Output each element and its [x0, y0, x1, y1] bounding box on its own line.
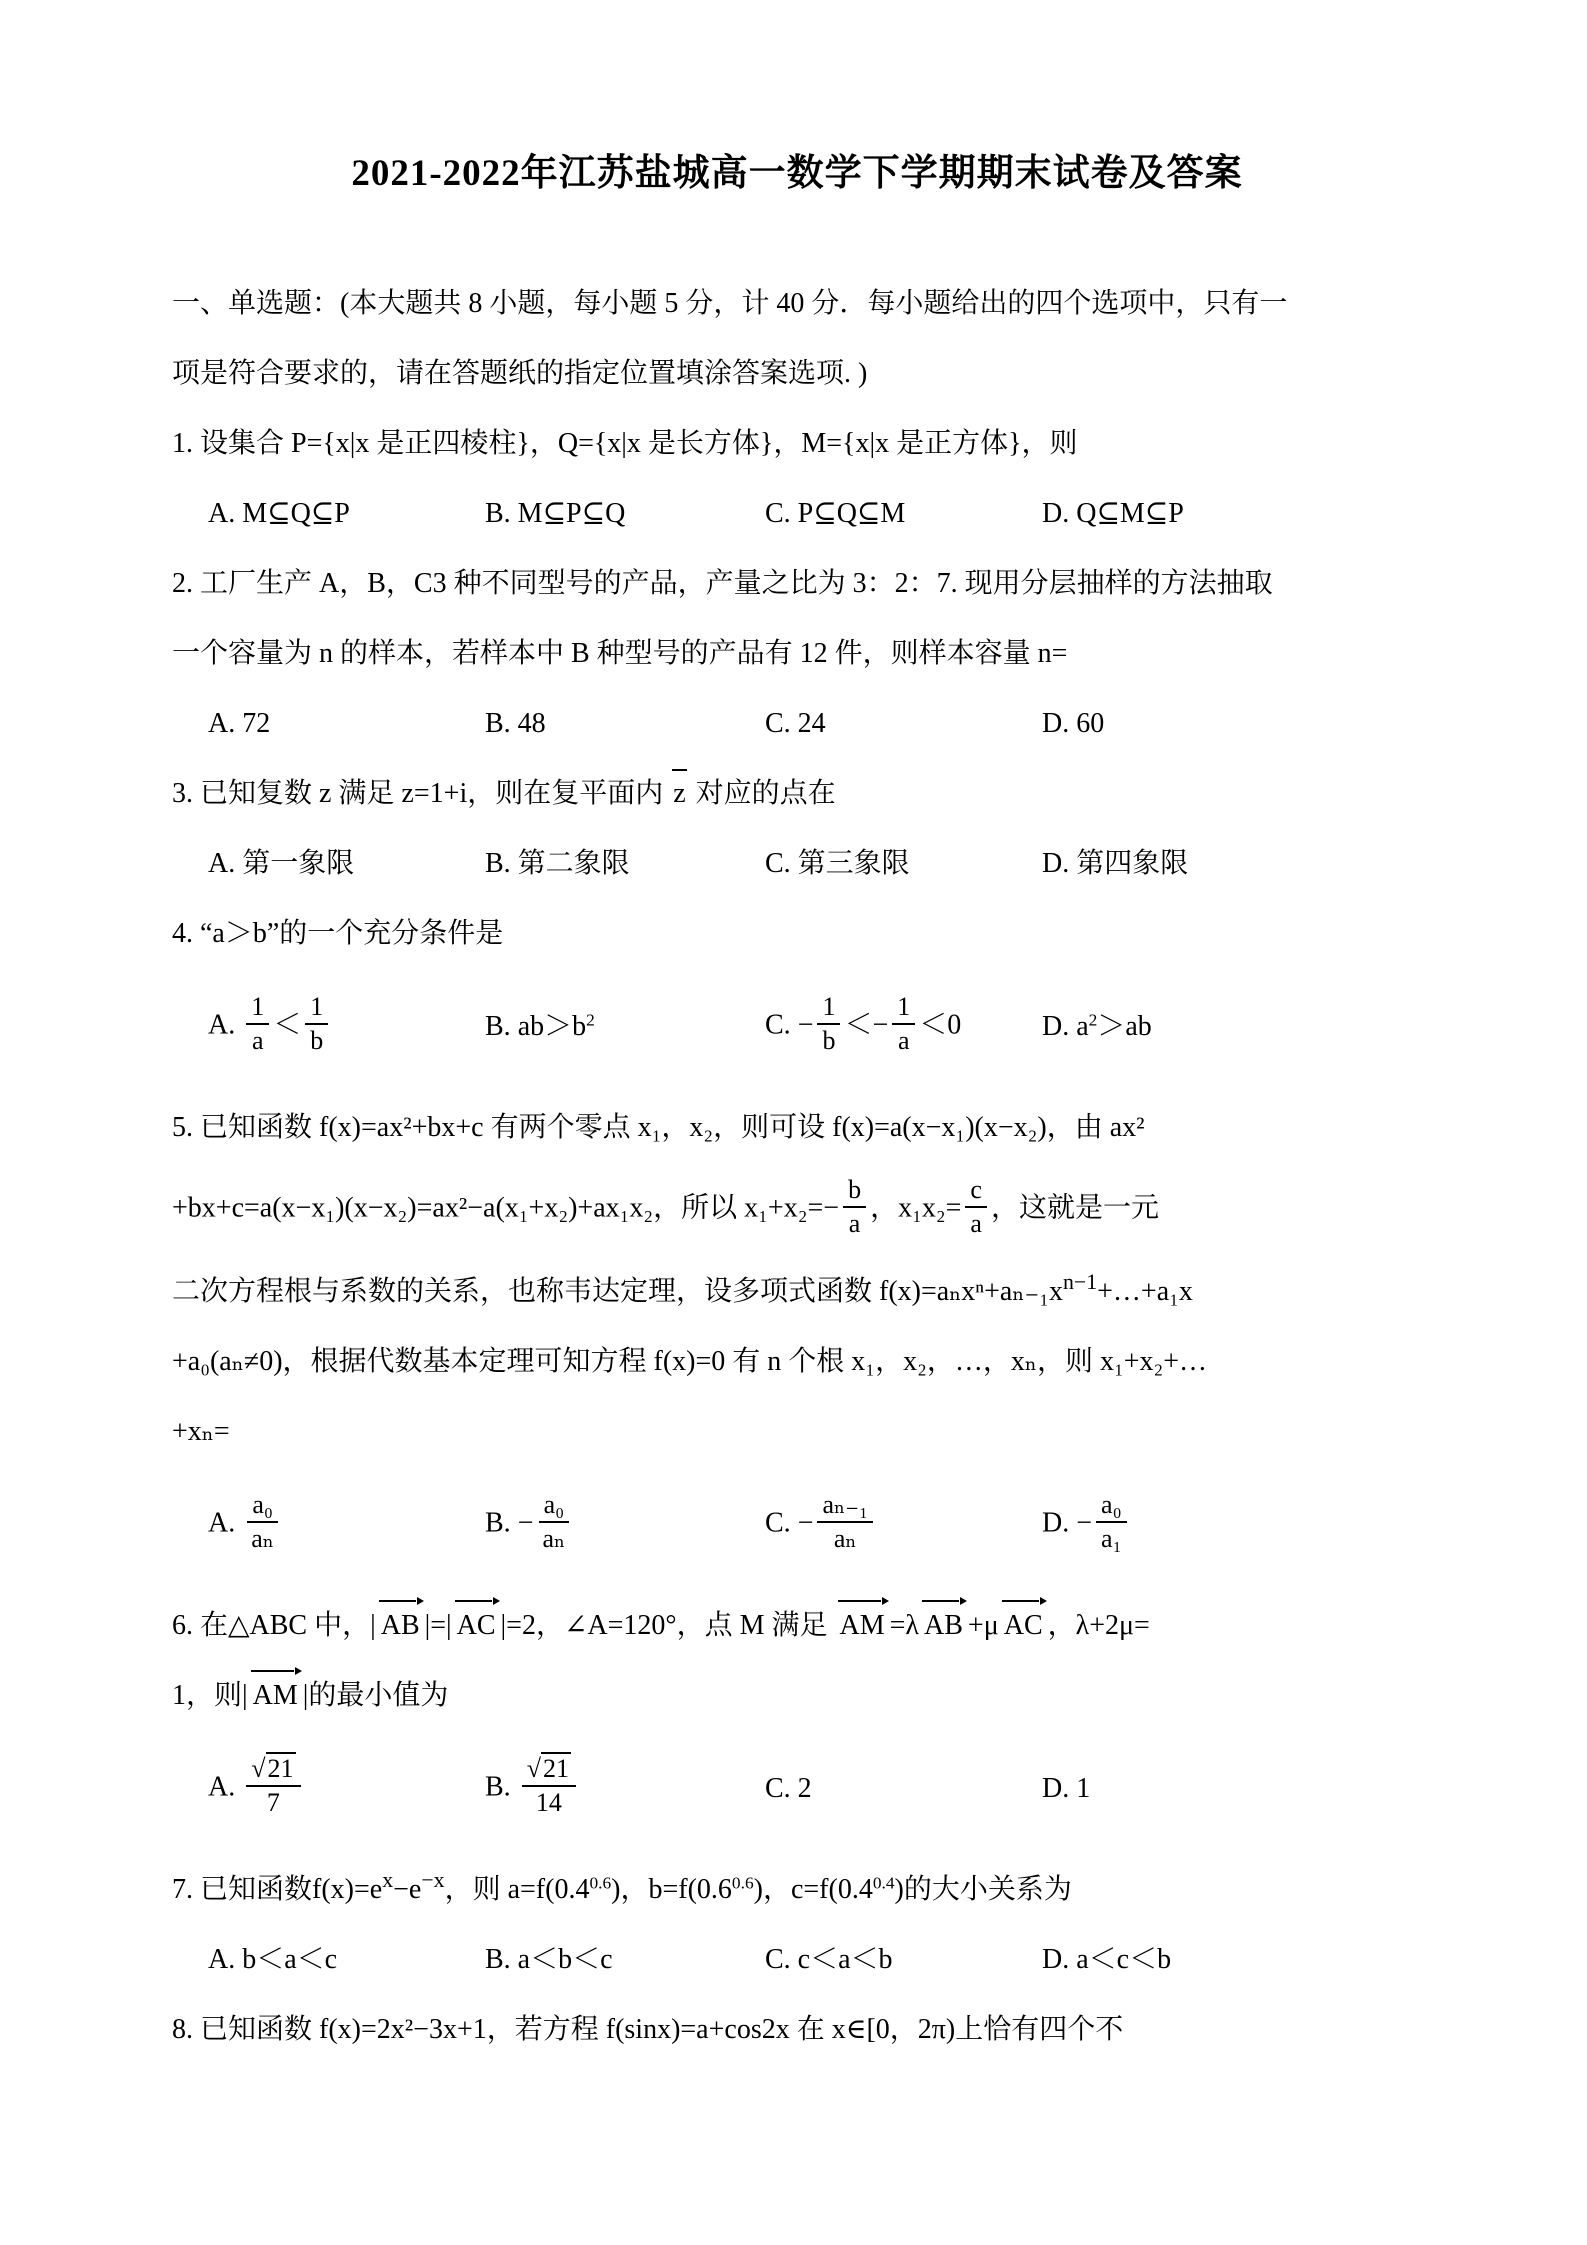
section-heading-line-2: 项是符合要求的，请在答题纸的指定位置填涂答案选项. )	[172, 358, 868, 389]
radical-sign: √	[526, 1753, 541, 1783]
q4-options	[172, 984, 1422, 1070]
q8-stem: 8. 已知函数 f(x)=2x²−3x+1，若方程 f(sinx)=a+cos2x 在 x∈[0，2π)上恰有四个不	[172, 2013, 1124, 2045]
question-8	[172, 2010, 1422, 2050]
q4-option-a-label: A.	[208, 1009, 243, 1041]
fraction: $\frac{√21}{14}$	[522, 1754, 576, 1818]
q3-option-a: A. 第一象限	[208, 848, 355, 879]
question-5	[172, 1108, 1422, 1568]
q7-option-c: C. c＜a＜b	[765, 1943, 893, 1975]
q5-stem-line-1: 5. 已知函数 f(x)=ax²+bx+c 有两个零点 x₁，x₂，则可设 f(x)=a(x−x₁)(x−x₂)，由 ax²	[172, 1112, 1145, 1143]
q2-options	[172, 704, 1422, 744]
fraction: $\frac{\text{a₀}}{\text{aₙ}}$	[537, 1490, 570, 1554]
q3-stem	[172, 774, 1422, 814]
exponent-minus-x: −x	[421, 1867, 445, 1892]
q4-stem: 4. “a＞b”的一个充分条件是	[172, 918, 504, 949]
vector-ac: AC	[454, 1606, 499, 1646]
fraction: $\frac{1}{b}$	[817, 992, 840, 1056]
fraction: $\frac{√21}{7}$	[246, 1754, 300, 1818]
vector-am: AM	[250, 1676, 301, 1716]
q4-option-c: C. − $\frac{1}{b}$ ＜− $\frac{1}{a}$ ＜0	[765, 992, 962, 1055]
q4-option-c-label: C.	[765, 1009, 798, 1041]
vector-ab: AB	[921, 1606, 966, 1646]
minus-sign: −	[797, 1507, 814, 1539]
q7-option-b: B. a＜b＜c	[485, 1943, 613, 1975]
section-heading-line-1: 一、单选题：(本大题共 8 小题，每小题 5 分，计 40 分．每小题给出的四个选项中，只有一	[172, 288, 1288, 319]
exponent-x: x	[382, 1867, 394, 1892]
question-4	[172, 914, 1422, 1070]
exponent: 0.6	[731, 1873, 754, 1893]
vector-am: AM	[837, 1606, 888, 1646]
fraction: $\frac{\text{aₙ₋₁}}{\text{aₙ}}$	[817, 1490, 873, 1554]
q5-option-c-label: C.	[765, 1507, 798, 1539]
q7-stem: 7. 已知函数$f(x)=e^x-e^{-x}$，则 $a=f(0.4^{0.6})$，$b=f(0.6^{0.6})$，$c=f(0.4^{0.4})$的大小关系为	[172, 1867, 1072, 1905]
q5-options	[172, 1482, 1422, 1568]
q5-option-d-label: D.	[1042, 1507, 1077, 1539]
q4-option-d: D. $a^2>ab$	[1042, 1010, 1152, 1042]
fraction: $\frac{\text{a₀}}{\text{a₁}}$	[1096, 1490, 1127, 1554]
question-2	[172, 564, 1422, 744]
q2-stem-line-2: 一个容量为 n 的样本，若样本中 B 种型号的产品有 12 件，则样本容量 n=	[172, 638, 1068, 669]
radical-sign: √	[251, 1753, 266, 1783]
q6-stem-line-2: 1，则| AM |的最小值为	[172, 1676, 1422, 1716]
conjugate-z-overbar: z	[670, 774, 688, 814]
exponent: 2	[1088, 1010, 1098, 1030]
q1-option-c: C. P⊆Q⊆M	[765, 498, 906, 529]
q4-option-d-label: D.	[1042, 1011, 1077, 1042]
q5-option-b	[485, 1489, 765, 1557]
page-title: 2021-2022年江苏盐城高一数学下学期期末试卷及答案	[351, 153, 1243, 194]
minus-sign: −	[517, 1507, 534, 1539]
exponent-n-minus-1: n−1	[1063, 1269, 1098, 1294]
q6-option-b-label: B.	[485, 1771, 518, 1803]
q5-stem-line-3: 二次方程根与系数的关系，也称韦达定理，设多项式函数 $f(x)=a_nx^n+a_{n-1}x^{n-1}+\dots+a_1x$	[172, 1269, 1193, 1307]
q5-option-b-label: B.	[485, 1507, 518, 1539]
fraction: $\frac{1}{b}$	[305, 992, 328, 1056]
q5-option-c	[765, 1489, 1042, 1557]
q5-option-a-label: A.	[208, 1507, 243, 1539]
q6-stem-line-1: 6. 在△ABC 中，| AB |=| AC |=2，∠A=120°，点 M 满足 AM =λ AB +μ AC ，λ+2μ=	[172, 1606, 1422, 1646]
q1-option-b: B. M⊆P⊆Q	[485, 498, 626, 529]
fraction: $\frac{1}{a}$	[246, 992, 269, 1056]
q4-option-b-label: B.	[485, 1011, 518, 1042]
q5-stem-line-2: +bx+c=a(x−x₁)(x−x₂)=ax²−a(x₁+x₂)+ax₁x₂，所以 x₁+x₂=− $\frac{b}{a}$ ，x₁x₂= $\frac{c}{a}$ ，这就是一元	[172, 1175, 1159, 1238]
q3-option-c: C. 第三象限	[765, 848, 910, 879]
q3-option-d: D. 第四象限	[1042, 848, 1189, 879]
q6-option-a-label: A.	[208, 1771, 243, 1803]
q2-option-d: D. 60	[1042, 708, 1105, 739]
q5-option-a	[208, 1489, 485, 1557]
minus-sign: −	[1076, 1507, 1093, 1539]
question-6	[172, 1606, 1422, 1832]
question-7	[172, 1867, 1422, 1980]
radicand: 21	[542, 1753, 569, 1783]
q1-option-d: D. Q⊆M⊆P	[1042, 498, 1184, 529]
vector-ac: AC	[1001, 1606, 1046, 1646]
exponent: 0.6	[589, 1873, 612, 1893]
q3-stem-pre: 3. 已知复数 z 满足 z=1+i，则在复平面内	[172, 778, 671, 809]
q2-stem-line-1: 2. 工厂生产 A，B，C3 种不同型号的产品，产量之比为 3：2：7. 现用分层抽样的方法抽取	[172, 568, 1273, 599]
q5-stem-line-5: +xₙ=	[172, 1415, 230, 1447]
q3-stem-post: 对应的点在	[688, 778, 836, 809]
q3-options	[172, 844, 1422, 884]
q4-option-a	[208, 992, 485, 1059]
question-1	[172, 424, 1422, 534]
q6-option-a	[208, 1753, 485, 1821]
fraction: $\frac{1}{a}$	[892, 992, 915, 1056]
q7-options	[172, 1940, 1422, 1980]
exponent: 0.4	[872, 1873, 895, 1893]
q6-option-c: C. 2	[765, 1772, 812, 1804]
q5-stem-line-4: +a₀(aₙ≠0)，根据代数基本定理可知方程 f(x)=0 有 n 个根 x₁，x₂，…，xₙ，则 x₁+x₂+…	[172, 1345, 1208, 1377]
q3-option-b: B. 第二象限	[485, 848, 630, 879]
q5-option-d	[1042, 1489, 1422, 1557]
radicand: 21	[267, 1753, 294, 1783]
q6-options	[172, 1746, 1422, 1832]
q7-option-a: A. b＜a＜c	[208, 1943, 338, 1975]
q2-option-b: B. 48	[485, 708, 546, 739]
relation-sign: ＜	[273, 1009, 302, 1041]
q6-option-b	[485, 1753, 765, 1821]
fraction: $\frac{b}{a}$	[843, 1175, 866, 1239]
fraction: $\frac{c}{a}$	[965, 1175, 987, 1239]
q2-option-c: C. 24	[765, 708, 826, 739]
question-3	[172, 774, 1422, 884]
q1-options	[172, 494, 1422, 534]
exponent: 2	[586, 1010, 595, 1030]
q1-option-a: A. M⊆Q⊆P	[208, 498, 350, 529]
q7-option-d: D. a＜c＜b	[1042, 1943, 1172, 1975]
q2-option-a: A. 72	[208, 708, 271, 739]
q1-stem: 1. 设集合 P={x|x 是正四棱柱}，Q={x|x 是长方体}，M={x|x 是正方体}，则	[172, 428, 1078, 459]
q4-option-b: B. $ab>b^2$	[485, 1010, 595, 1042]
vector-ab: AB	[378, 1606, 423, 1646]
fraction: $\frac{\text{a₀}}{\text{aₙ}}$	[246, 1490, 279, 1554]
q6-option-d: D. 1	[1042, 1772, 1091, 1804]
